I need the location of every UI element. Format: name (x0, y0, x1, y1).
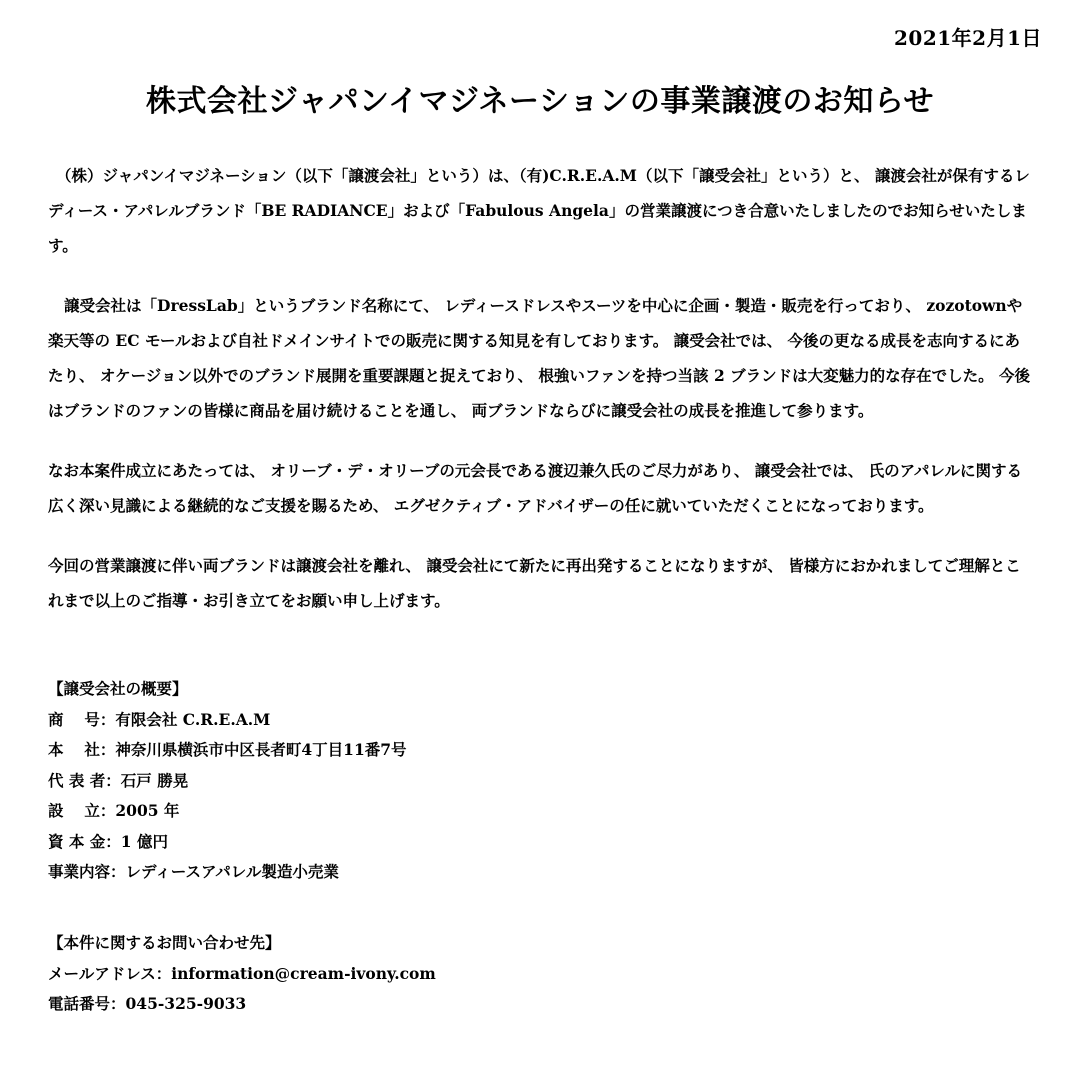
paragraph-advisor: なお本案件成立にあたっては、 オリーブ・デ・オリーブの元会長である渡辺兼久氏のご尽力があり、 譲受会社では、 氏のアパレルに関する広く深い見識による継続的なご支援を賜るため、 エグゼクティブ・アドバイザーの任に就いていただくことになっております。 (48, 461, 1023, 515)
overview-capital: 資 本 金：1 億円 (48, 831, 168, 851)
notice-body (48, 158, 1032, 643)
paragraph-announcement: （株）ジャパンイマジネーション（以下「譲渡会社」という）は、（有)C.R.E.A.M（以下「譲受会社」という）と、 譲渡会社が保有するレディース・アパレルブランド「BE RADIANCE」および「Fabulous Angela」の営業譲渡につき合意いたしましたのでお知らせいたします。 (48, 166, 1030, 255)
paragraph-closing: 今回の営業譲渡に伴い両ブランドは譲渡会社を離れ、 譲受会社にて新たに再出発することになりますが、 皆様方におかれましてご理解とこれまで以上のご指導・お引き立てをお願い申し上げます。 (48, 556, 1021, 610)
notice-date: 2021年2月1日 (894, 26, 1042, 50)
contact-info (48, 928, 1032, 1020)
contact-heading: 【本件に関するお問い合わせ先】 (48, 933, 281, 952)
overview-heading: 【譲受会社の概要】 (48, 679, 188, 698)
notice-title: 株式会社ジャパンイマジネーションの事業譲渡のお知らせ (146, 84, 934, 119)
contact-email: メールアドレス：information@cream-ivony.com (48, 963, 436, 983)
overview-representative: 代 表 者：石戸 勝晃 (48, 770, 189, 790)
paragraph-acquirer-profile: 譲受会社は「DressLab」というブランド名称にて、 レディースドレスやスーツを中心に企画・製造・販売を行っており、 zozotownや楽天等の EC モールおよび自社ドメインサイトでの販売に関する知見を有しております。 譲受会社では、 今後の更なる成長を志向するにあたり、 オケージョン以外でのブランド展開を重要課題と捉えており、 根強いファンを持つ当該 2 ブランドは大変魅力的な存在でした。 今後はブランドのファンの皆様に商品を届け続けることを通し、 両ブランドならびに譲受会社の成長を推進して参ります。 (48, 296, 1031, 420)
overview-company-name: 商 号：有限会社 C.R.E.A.M (48, 709, 271, 729)
overview-headquarters: 本 社：神奈川県横浜市中区長者町4丁目11番7号 (48, 740, 407, 759)
contact-phone: 電話番号：045-325-9033 (48, 994, 247, 1013)
overview-established: 設 立：2005 年 (48, 801, 180, 820)
acquirer-overview (48, 674, 1032, 888)
overview-business: 事業内容：レディースアパレル製造小売業 (48, 862, 339, 881)
